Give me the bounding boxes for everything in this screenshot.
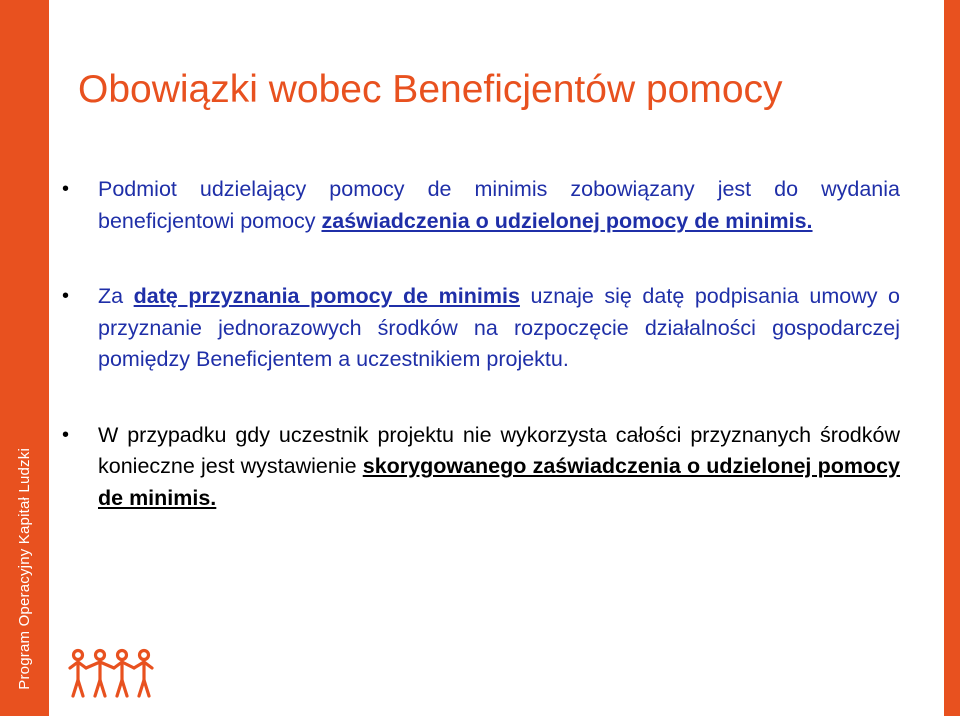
bullet-item-corrected-certificate [62, 420, 900, 515]
right-edge-bar [944, 0, 960, 716]
bullet-emphasis: skorygowanego zaświadczenia o udzielonej pomocy de minimis. [98, 454, 900, 510]
bullet-item-certificate [62, 174, 900, 237]
bullet-text: uznaje się datę podpisania umowy o przyznanie jednorazowych środków na rozpoczęcie działalności gospodarczej pomiędzy Beneficjentem a uczestnikiem projektu. [98, 284, 900, 371]
bullet-text: Za [98, 284, 134, 308]
bullet-item-grant-date [62, 281, 900, 376]
bullet-emphasis: zaświadczenia o udzielonej pomocy de minimis. [321, 208, 813, 233]
sidebar-label-container [0, 0, 49, 716]
slide-title: Obowiązki wobec Beneficjentów pomocy [78, 68, 783, 111]
people-group-icon [68, 648, 154, 700]
bullet-text: Podmiot udzielający pomocy de minimis zobowiązany jest do wydania beneficjentowi pomocy [98, 177, 900, 233]
bullet-list [62, 174, 900, 514]
bullet-emphasis: datę przyznania pomocy de minimis [133, 284, 520, 308]
program-name-label: Program Operacyjny Kapitał Ludzki [16, 448, 33, 690]
bullet-text: W przypadku gdy uczestnik projektu nie wykorzysta całości przyznanych środków konieczne jest wystawienie [98, 422, 900, 478]
